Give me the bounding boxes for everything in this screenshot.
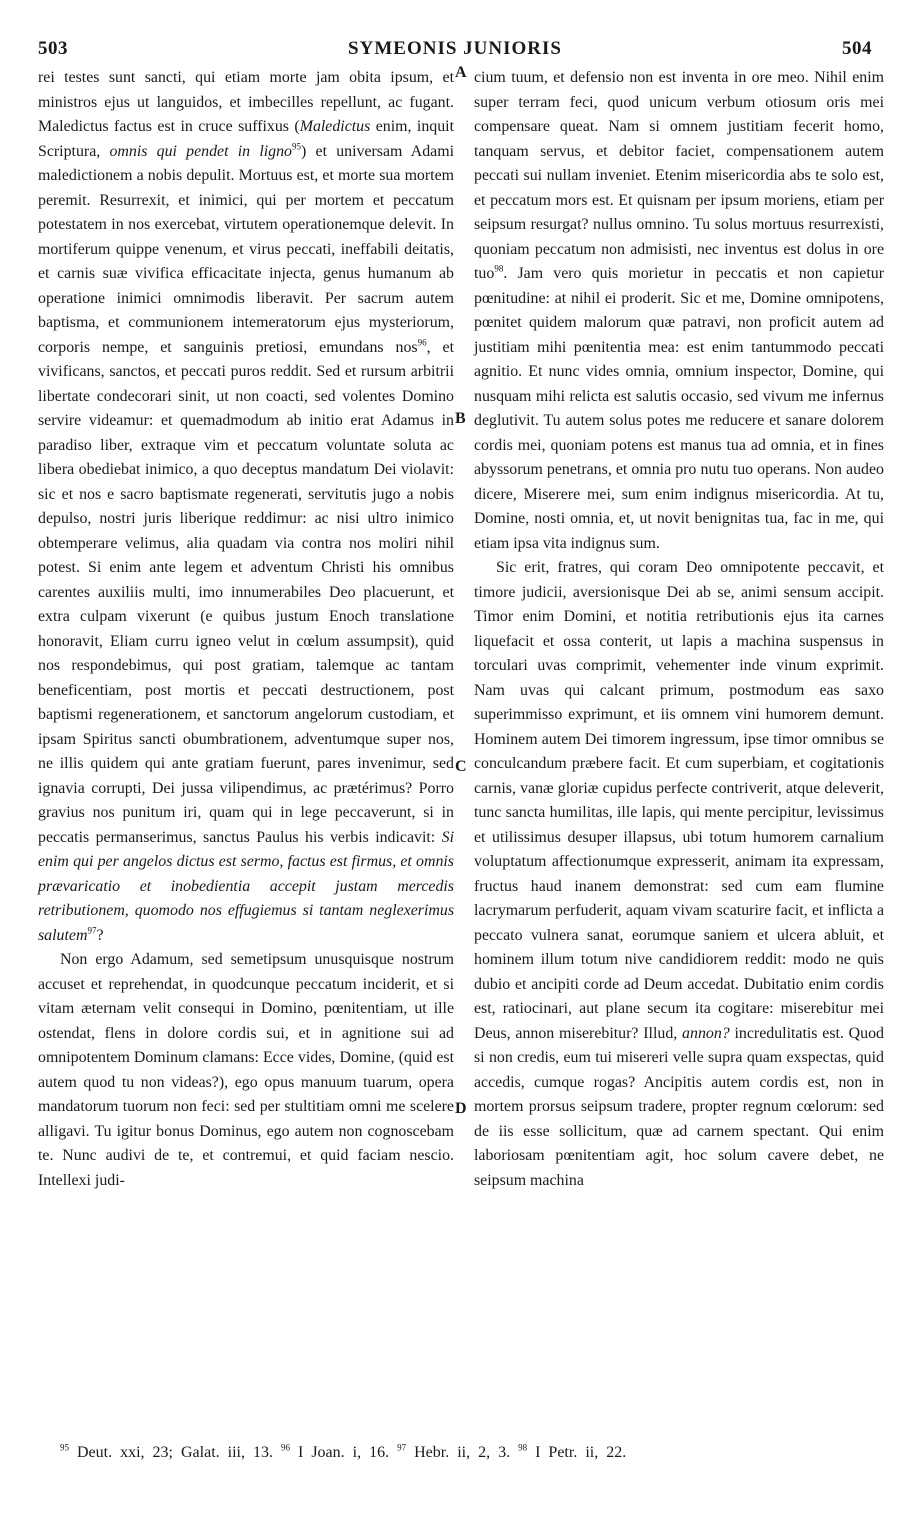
footnote-marker: 97: [87, 925, 97, 936]
left-column: [38, 66, 454, 1193]
footnote-number: 98: [518, 1443, 528, 1453]
text-run: , et vivificans, sanctos, et peccati puros reddit. Sed et rursum arbitrii libertate condecorari sinit, ut non coacti, sed volentes Domino servire videamur: et quemadmodum ab initio erat Adamus in paradiso liber, extraque vim et peccatum voluntate soluta ac libera obediebat inimico, a quo deceptus mandatum Dei violavit: sic et nos e sacro baptismate regenerati, servitutis jugo a nobis depulso, nostri juris liberique reddimur: ac nisi ultro inimico obtemperare velimus, alia quadam via contra nos moliri nihil potest. Si enim ante legem et adventum Christi his omnibus carentes auxiliis multi, imo innumerabiles Deo placuerunt, et extra culpam vixerunt (e quibus justum Enoch translatione honoravit, Eliam curru igneo velut in cœlum assumpsit), quid nos respondebimus, qui post gratiam, talemque ac tantam beneficentiam, post mortis et peccati destructionem, post baptismi regenerationem, et sanctorum angelorum custodiam, et ipsam Spiritus sancti obumbrationem, adventumque super nos, ne illis quidem qui ante gratiam fuerunt, pares invenimur, sed ignavia corrupti, Dei jussa vilipendimus, ac prætérimus? Porro gravius nos punitum iri, quam qui in lege peccaverunt, si in peccatis permanserimus, sanctus Paulus his verbis indicavit:: [38, 338, 454, 846]
italic-run: annon?: [682, 1024, 730, 1042]
footnote: [518, 1444, 626, 1461]
text-run: rei testes sunt sancti, qui etiam morte jam obita ipsum, et ministros ejus ut languidos, et imbecilles repellunt, ac fugant. Maledictus factus est in cruce suffixus (: [38, 69, 454, 135]
running-title: SYMEONIS JUNIORIS: [348, 38, 562, 59]
text-run: ) et universam Adami maledictionem a nobis depulit. Mortuus est, et morte sua mortem peremit. Resurrexit, et inimici, qui per mortem et peccatum potestatem in nos exercebat, virtutem operationemque delevit. In mortiferum quippe venenum, et virus peccati, ineffabili deitatis, et carnis suæ vivifica efficacitate injecta, genus humanum ab operatione inimici omnimodis liberavit. Per sacrum autem baptisma, et communionem intemeratorum ejus mysteriorum, corporis nempe, et sanguinis pretiosi, emundans nos: [38, 142, 454, 356]
footnote: [397, 1444, 510, 1461]
page-number-left: 503: [38, 38, 68, 59]
footnote-ref: Hebr. ii, 2, 3.: [414, 1444, 511, 1462]
footnote-marker: 96: [417, 337, 427, 348]
footnotes: [60, 1437, 864, 1464]
margin-letter-a: A: [455, 64, 467, 81]
right-column: [474, 66, 884, 1193]
footnote-ref: I Petr. ii, 22.: [535, 1444, 627, 1462]
text-run: incredulitatis est. Quod si non credis, eum tui misereri velle supra quam exspectas, quid accedis, cumque rogas? Ancipitis autem cordis est, non in mortem prorsus seipsum tradere, propter regnum cœlorum: sed de iis esse sollicitum, quæ ad carnem spectant. Qui enim laboriosam pœnitentiam agit, hoc solum cavere debet, ne seipsum machina: [474, 1024, 884, 1189]
running-header: [38, 38, 872, 64]
left-paragraph-2: Non ergo Adamum, sed semetipsum unusquisque nostrum accuset et reprehendat, in quodcunque peccatum inciderit, et si vitam æternam velit consequi in Domino, pœnitentiam, ut ille ostendat, flens in dolore cordis sui, et in agnitione sui ad omnipotentem Dominum clamans: Ecce vides, Domine, (quid est autem quod tu non videas?), ego opus manuum tuarum, opera mandatorum tuorum non feci: sed per stultitiam omni me scelere alligavi. Tu igitur bonus Dominus, ego autem non cognoscebam te. Nunc audivi de te, et contremui, et quid faciam nescio. Intellexi judi-: [38, 951, 454, 1189]
italic-run: Si enim qui per angelos dictus est sermo, factus est firmus, et omnis prævaricatio et inobedientia accepit justam mercedis retributionem, quomodo nos effugiemus si tantam neglexerimus salutem: [38, 828, 454, 944]
footnote-number: 96: [280, 1443, 290, 1453]
footnote: [281, 1444, 389, 1461]
right-paragraph-2: [474, 556, 884, 1193]
text-run: Sic erit, fratres, qui coram Deo omnipotente peccavit, et timore judicii, aversionisque Dei ab se, animi sensum accipit. Timor enim Domini, et notitia retributionis ejus ita carnes liquefacit et ossa conterit, ut lapis a machina suspensus in torculari uvas comprimit, vehementer inde vinum exprimit. Nam uvas qui calcant primum, postmodum eas saxo superimmisso exprimunt, et iis omnem vini humorem demunt. Hominem autem Dei timorem ingressum, ipse timor omnibus se conculcandum præbere facit. Et cum superbiam, et cogitationis carnis, vanæ gloriæ cupidus perfecte contriverit, atque deleverit, tunc sancta humilitas, ille lapis, qui mente percipitur, levissimus et utilissimus desuper illapsus, ubi totum humorem carnalium voluptatum affectionumque expresserit, animam ita expressam, fructus haud inanem demonstrat: sed cum eam flumine lacrymarum perfuderit, aquam vivam scaturire facit, et inflicta a peccato vulnera sanat, eorumque saniem et ulcera abluit, et hominem illum totum nive candidiorem reddit: modo ne quis dubio et ancipiti corde ad Deum accedat. Dubitatio enim cordis est, ratiocinari, aut plane secum ita cogitare: miserebitur mei Deus, annon miserebitur? Illud,: [474, 559, 884, 1042]
right-paragraph-1: [474, 66, 884, 556]
left-paragraph-1: [38, 66, 454, 948]
footnote-ref: I Joan. i, 16.: [297, 1444, 390, 1462]
footnote-marker: 98: [494, 263, 504, 274]
footnote-marker: 95: [292, 141, 301, 152]
footnote: [60, 1444, 273, 1461]
footnote-number: 97: [397, 1443, 407, 1453]
italic-run: Maledictus: [299, 118, 371, 135]
italic-run: omnis qui pendet in ligno: [109, 142, 292, 160]
page-number-right: 504: [842, 38, 872, 59]
text-run: . Jam vero quis morietur in peccatis et non capietur pœnitudine: at nihil ei proderit. Sic et me, Domine omnipotens, pœnitet quidem malorum quæ patravi, non proficit autem ad justitiam mihi pœnitentia mea: est enim tantummodo peccati agnitio. Et nunc vides omnia, omnium inspector, Domine, qui nusquam mihi relicta est salutis occasio, sed vivum me infernus deglutivit. Tu autem solus potes me reducere et sanare dolorem cordis mei, quoniam potens est manus tua ad omnia, et in fines abyssorum penetrans, et omnia pro nutu tuo operans. Non audeo dicere, Miserere mei, sum enim indignus misericordia. At tu, Domine, nosti omnia, et, ut novit benignitas tua, fac in me, qui etiam ipsa vita indignus sum.: [474, 265, 884, 552]
margin-letter-c: C: [455, 758, 467, 775]
margin-letter-d: D: [455, 1100, 467, 1117]
text-run: ?: [96, 926, 104, 944]
text-run: cium tuum, et defensio non est inventa in ore meo. Nihil enim super terram feci, quod unicum verbum otiosum oris mei compensare queat. Nam si omnem justitiam fecerit homo, tanquam servus, et debitor faciet, compensationem autem peccati sui nullam inveniet. Etenim misericordia abs te solo est, et peccatum mors est. Et quisnam per ipsum moriens, etiam per seipsum resurgat? nullus omnino. Tu solus mortuus resurrexisti, quoniam peccatum non admisisti, nec inventus est dolus in ore tuo: [474, 69, 884, 282]
margin-letter-b: B: [455, 410, 466, 427]
footnote-number: 95: [60, 1443, 69, 1453]
text-run: enim, inquit Scriptura,: [38, 118, 454, 160]
footnote-ref: Deut. xxi, 23; Galat. iii, 13.: [77, 1444, 273, 1462]
